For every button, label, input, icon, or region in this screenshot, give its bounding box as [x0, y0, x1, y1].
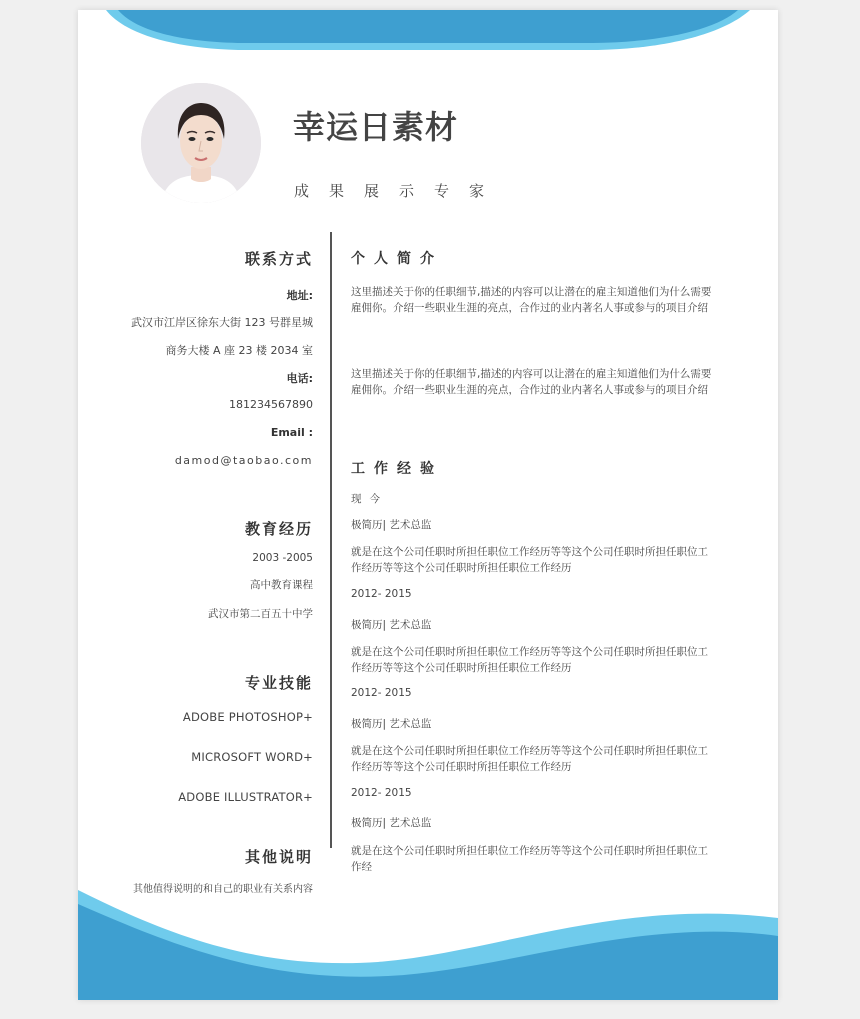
address-label: 地址: [286, 289, 313, 302]
profile-paragraph: 这里描述关于你的任职细节,描述的内容可以让潜在的雇主知道他们为什么需要雇佣你。介绍一些职业生涯的亮点，合作过的业内著名人事或参与的项目介绍 [351, 368, 712, 396]
candidate-name: 幸运日素材 [293, 108, 459, 146]
profile-photo [141, 83, 261, 203]
address-line-1: 武汉市江岸区徐东大街 123 号群星城 [131, 316, 313, 329]
skill-item: ADOBE PHOTOSHOP+ [182, 710, 313, 724]
phone-number: 181234567890 [229, 398, 313, 411]
email-address[interactable]: damod@taobao.com [174, 454, 313, 467]
work-date: 2012- 2015 [351, 787, 412, 799]
education-section-title: 教育经历 [244, 520, 313, 538]
education-course: 高中教育课程 [250, 579, 313, 591]
work-description: 就是在这个公司任职时所担任职位工作经历等等这个公司任职时所担任职位工作经历等等这个公司任职时所担任职位工作经历 [351, 546, 708, 574]
skills-section-title: 专业技能 [244, 674, 313, 692]
profile-section-title: 个人简介 [351, 251, 443, 267]
work-description: 就是在这个公司任职时所担任职位工作经历等等这个公司任职时所担任职位工作经 [351, 845, 708, 873]
work-role: 极简历| 艺术总监 [351, 519, 432, 531]
profile-paragraph: 这里描述关于你的任职细节,描述的内容可以让潜在的雇主知道他们为什么需要雇佣你。介绍一些职业生涯的亮点，合作过的业内著名人事或参与的项目介绍 [351, 286, 712, 314]
work-role: 极简历| 艺术总监 [351, 619, 432, 631]
top-wave-decoration [78, 10, 778, 60]
portrait-avatar-icon [141, 83, 261, 203]
work-section-title: 工作经验 [351, 461, 443, 477]
education-years: 2003 -2005 [252, 552, 313, 564]
work-current-label: 现今 [351, 493, 388, 505]
phone-label: 电话: [286, 372, 313, 385]
column-divider [330, 232, 332, 848]
email-label: Email : [270, 426, 313, 439]
skill-item: ADOBE ILLUSTRATOR+ [178, 790, 313, 804]
skill-item: MICROSOFT WORD+ [191, 750, 313, 764]
work-date: 2012- 2015 [351, 687, 412, 699]
address-line-2: 商务大楼 A 座 23 楼 2034 室 [165, 344, 313, 357]
resume-page [78, 10, 778, 1000]
candidate-subtitle: 成果展示专家 [294, 182, 505, 200]
work-role: 极简历| 艺术总监 [351, 718, 432, 730]
work-description: 就是在这个公司任职时所担任职位工作经历等等这个公司任职时所担任职位工作经历等等这个公司任职时所担任职位工作经历 [351, 745, 708, 773]
contact-section-title: 联系方式 [244, 250, 313, 268]
work-description: 就是在这个公司任职时所担任职位工作经历等等这个公司任职时所担任职位工作经历等等这个公司任职时所担任职位工作经历 [351, 646, 708, 674]
work-date: 2012- 2015 [351, 588, 412, 600]
other-description: 其他值得说明的和自己的职业有关系内容 [133, 884, 313, 895]
work-role: 极简历| 艺术总监 [351, 817, 432, 829]
education-school: 武汉市第二百五十中学 [208, 608, 313, 620]
other-section-title: 其他说明 [244, 848, 313, 866]
bottom-wave-decoration [78, 890, 778, 1000]
